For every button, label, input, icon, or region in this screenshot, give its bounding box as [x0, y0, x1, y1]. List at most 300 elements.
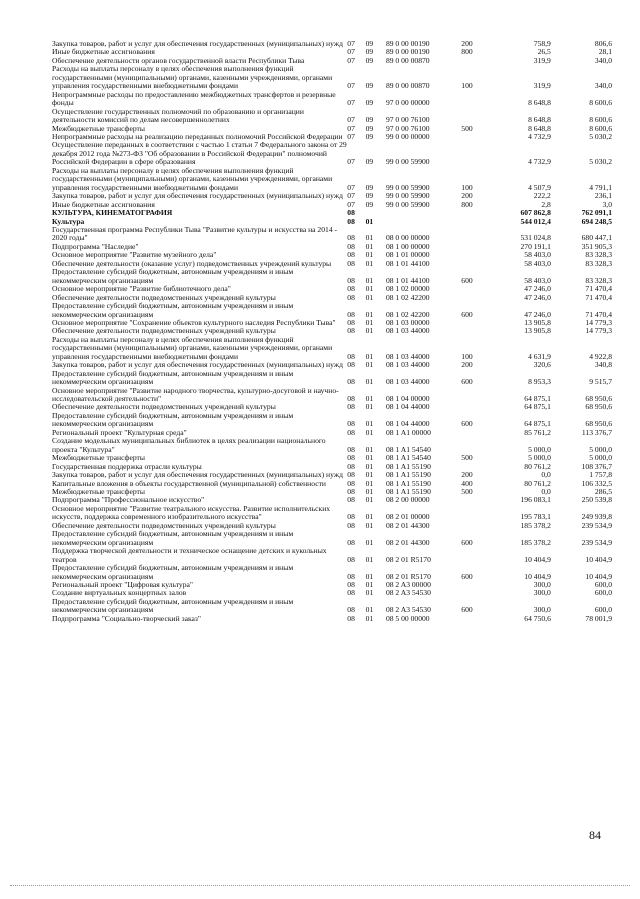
row-expense-type	[461, 615, 490, 623]
row-expense-type	[461, 581, 490, 589]
row-name: Непрограммные расходы по предоставлению межбюджетных трансфертов и резервные фонды	[52, 89, 336, 108]
row-amount-year-2: 14 779,3	[585, 317, 612, 327]
row-target-article: 99 0 00 59900	[385, 182, 430, 192]
row-amount-year-2: 340,0	[594, 55, 612, 65]
row-expense-type	[461, 209, 490, 217]
row-name: Закупка товаров, работ и услуг для обеспечения государственных (муниципальных) нужд	[52, 360, 343, 370]
row-name: Предоставление субсидий бюджетным, автономным учреждениям и иным некоммерческим организациям	[52, 368, 294, 387]
row-name: Подпрограмма "Социально-творческий заказ"	[52, 613, 201, 623]
row-expense-type: 200	[461, 470, 473, 480]
row-target-article: 08 1 02 00000	[385, 284, 430, 294]
row-name: Межбюджетные трансферты	[52, 123, 145, 133]
row-section: 08	[347, 453, 355, 463]
row-amount-year-2: 68 950,6	[585, 419, 612, 429]
row-section: 07	[347, 131, 355, 141]
row-target-article: 08 5 00 00000	[385, 613, 430, 623]
row-amount-year-2: 4 791,1	[589, 182, 612, 192]
row-section: 08	[347, 588, 355, 598]
row-target-article: 08 2 A3 00000	[385, 580, 431, 589]
row-target-article: 08 1 03 44000	[385, 360, 430, 370]
row-expense-type: 200	[461, 191, 473, 201]
row-expense-type: 500	[461, 487, 473, 497]
row-expense-type	[461, 496, 490, 504]
row-amount-year-1: 47 246,0	[524, 284, 551, 294]
row-amount-year-1: 320,6	[533, 360, 551, 370]
row-amount-year-1: 0,0	[541, 487, 551, 497]
row-amount-year-1: 185 378,2	[520, 520, 551, 530]
row-section: 08	[347, 427, 355, 437]
row-name: Поддержка творческой деятельности и техническое оснащение детских и кукольных театров	[52, 546, 327, 564]
row-target-article: 89 0 00 00870	[385, 81, 430, 91]
row-amount-year-2: 83 328,3	[585, 258, 612, 268]
row-name: Подпрограмма "Профессиональное искусство"	[52, 495, 205, 505]
row-amount-year-2: 68 950,6	[585, 394, 612, 404]
row-name: Межбюджетные трансферты	[52, 487, 145, 497]
row-amount-year-1: 85 761,2	[524, 427, 551, 437]
row-section: 07	[347, 81, 355, 91]
row-expense-type	[461, 327, 490, 335]
row-expense-type	[461, 108, 490, 125]
row-subsection: 01	[365, 444, 374, 454]
row-subsection: 01	[365, 377, 374, 387]
row-name: Создание виртуальных концертных залов	[52, 588, 187, 598]
row-amount-year-1: 300,0	[533, 588, 551, 598]
row-amount-year-1: 47 246,0	[524, 292, 551, 302]
row-expense-type: 200	[461, 360, 473, 370]
row-section: 08	[347, 394, 355, 404]
row-expense-type	[461, 260, 490, 268]
row-section: 08	[347, 250, 355, 260]
row-subsection: 01	[365, 495, 374, 505]
row-name: Капитальные вложения в объекты государственной (муниципальной) собственности	[52, 478, 326, 488]
row-name: Основное мероприятие "Сохранение объектов культурного наследия Республики Тыва"	[52, 317, 336, 327]
row-subsection: 09	[365, 47, 374, 57]
row-target-article: 08 1 03 00000	[385, 317, 430, 327]
row-section: 08	[347, 470, 355, 480]
row-amount-year-1: 4 631,9	[528, 351, 551, 361]
row-subsection: 09	[365, 182, 374, 192]
row-target-article: 08 2 01 R5170	[385, 571, 431, 581]
row-subsection: 01	[365, 427, 374, 437]
row-target-article: 08 1 A1 54540	[385, 444, 431, 454]
table-row	[52, 615, 612, 623]
row-section: 08	[347, 580, 355, 589]
row-amount-year-1: 8 648,8	[528, 115, 551, 125]
row-target-article: 08 1 04 44000	[385, 402, 430, 412]
row-name: Обеспечение деятельности подведомственных учреждений культуры	[52, 326, 276, 336]
row-amount-year-2: 286,5	[594, 487, 612, 497]
row-expense-type: 600	[461, 377, 473, 387]
row-target-article: 08 2 01 44300	[385, 537, 430, 547]
row-name: Предоставление субсидий бюджетным, автономным учреждениям и иным некоммерческим организациям	[52, 563, 294, 581]
row-amount-year-2: 9 515,7	[589, 377, 612, 387]
table-row	[52, 108, 612, 125]
row-amount-year-1: 607 862,8	[520, 208, 551, 218]
row-amount-year-1: 5 000,0	[528, 444, 551, 454]
table-row	[52, 65, 612, 90]
row-name: Обеспечение деятельности подведомственных учреждений культуры	[52, 292, 276, 302]
row-amount-year-1: 544 012,4	[520, 216, 551, 226]
row-target-article: 99 0 00 59900	[385, 157, 430, 167]
row-section: 08	[347, 512, 355, 522]
row-target-article: 08 1 02 42200	[385, 309, 430, 319]
row-amount-year-2: 10 404,9	[585, 571, 612, 581]
table-row	[52, 336, 612, 361]
row-target-article: 99 0 00 00000	[385, 131, 430, 141]
row-expense-type: 100	[461, 81, 473, 91]
row-amount-year-1: 8 953,3	[528, 377, 551, 387]
row-amount-year-2: 4 922,8	[589, 351, 612, 361]
row-expense-type	[461, 505, 490, 522]
row-target-article: 08 1 04 44000	[385, 419, 430, 429]
row-subsection: 01	[365, 520, 374, 530]
row-expense-type: 600	[461, 571, 473, 581]
row-section: 08	[347, 444, 355, 454]
row-subsection: 01	[365, 588, 374, 598]
row-amount-year-1: 58 403,0	[524, 275, 551, 285]
row-amount-year-2: 10 404,9	[585, 554, 612, 564]
row-target-article: 08 1 A1 55190	[385, 461, 431, 471]
row-amount-year-1: 300,0	[533, 580, 551, 589]
row-target-article: 08 1 04 00000	[385, 394, 430, 404]
row-subsection: 01	[365, 233, 374, 243]
row-subsection: 01	[365, 461, 374, 471]
table-row	[52, 141, 612, 166]
row-section: 08	[347, 571, 355, 581]
row-expense-type: 500	[461, 453, 473, 463]
row-expense-type	[461, 243, 490, 251]
row-name: Закупка товаров, работ и услуг для обеспечения государственных (муниципальных) нужд	[52, 39, 343, 48]
row-name: Предоставление субсидий бюджетным, автономным учреждениям и иным некоммерческим организациям	[52, 529, 294, 547]
row-name: Государственная программа Республики Тыва "Развитие культуры и искусства на 2014 - 2020 годы"	[52, 224, 338, 243]
row-amount-year-2: 250 539,8	[581, 495, 612, 505]
row-amount-year-1: 4 732,9	[528, 131, 551, 141]
row-amount-year-1: 64 875,1	[524, 402, 551, 412]
row-section: 07	[347, 47, 355, 57]
table-row	[52, 412, 612, 429]
row-amount-year-1: 10 404,9	[524, 571, 551, 581]
row-section: 08	[347, 461, 355, 471]
row-subsection: 01	[365, 241, 374, 251]
row-amount-year-1: 222,2	[533, 191, 551, 201]
row-amount-year-2: 351 905,3	[581, 241, 612, 251]
row-target-article: 08 1 A1 00000	[385, 427, 431, 437]
row-subsection: 01	[365, 580, 374, 589]
row-amount-year-1: 185 378,2	[520, 537, 551, 547]
row-expense-type: 600	[461, 419, 473, 429]
row-amount-year-2: 5 030,2	[589, 131, 612, 141]
row-name: Культура	[52, 216, 85, 226]
row-subsection: 01	[365, 402, 374, 412]
row-subsection: 01	[365, 292, 374, 302]
row-amount-year-2: 5 000,0	[589, 444, 612, 454]
table-row	[52, 226, 612, 243]
row-amount-year-1: 80 761,2	[524, 478, 551, 488]
row-name: Предоставление субсидий бюджетным, автономным учреждениям и иным некоммерческим организациям	[52, 267, 294, 285]
row-target-article: 89 0 00 00190	[385, 47, 430, 57]
row-expense-type: 100	[461, 182, 473, 192]
row-expense-type	[461, 547, 490, 564]
row-name: Создание модельных муниципальных библиотек в целях реализации национального проекта "Культура"	[52, 436, 326, 454]
row-expense-type	[461, 437, 490, 454]
row-amount-year-2: 694 248,5	[581, 216, 612, 226]
row-section: 08	[347, 520, 355, 530]
row-subsection: 01	[365, 250, 374, 260]
row-section: 07	[347, 157, 355, 167]
row-name: Предоставление субсидий бюджетным, автономным учреждениям и иным некоммерческим организациям	[52, 301, 294, 319]
row-amount-year-1: 10 404,9	[524, 554, 551, 564]
row-section: 07	[347, 55, 355, 65]
row-amount-year-2: 113 376,7	[581, 427, 612, 437]
row-expense-type	[461, 589, 490, 597]
row-section: 08	[347, 309, 355, 319]
row-target-article	[386, 218, 461, 226]
row-name: КУЛЬТУРА, КИНЕМАТОГРАФИЯ	[52, 208, 173, 218]
row-name: Основное мероприятие "Развитие библиотечного дела"	[52, 284, 231, 294]
row-expense-type	[461, 387, 490, 404]
row-amount-year-1: 13 905,8	[524, 317, 551, 327]
row-target-article: 99 0 00 59900	[385, 199, 430, 209]
row-section: 08	[347, 537, 355, 547]
row-section: 08	[347, 351, 355, 361]
row-amount-year-1: 26,5	[537, 47, 551, 57]
row-name: Осуществление государственных полномочий по образованию и организации деятельности комиссий по делам несовершеннолетних	[52, 106, 304, 125]
row-name: Предоставление субсидий бюджетным, автономным учреждениям и иным некоммерческим организациям	[52, 410, 294, 429]
row-subsection: 01	[365, 284, 374, 294]
row-expense-type	[461, 91, 490, 108]
table-row	[52, 167, 612, 192]
row-section: 08	[347, 487, 355, 497]
row-section: 08	[347, 258, 355, 268]
row-amount-year-1: 80 761,2	[524, 461, 551, 471]
row-section: 08	[347, 613, 355, 623]
row-target-article: 08 1 03 44000	[385, 377, 430, 387]
row-expense-type: 600	[461, 309, 473, 319]
row-expense-type: 100	[461, 351, 473, 361]
row-name: Региональный проект "Цифровая культура"	[52, 580, 193, 589]
row-subsection: 09	[365, 157, 374, 167]
table-row	[52, 302, 612, 319]
row-amount-year-1: 8 648,8	[528, 98, 551, 108]
table-row	[52, 505, 612, 522]
row-name: Предоставление субсидий бюджетным, автономным учреждениям и иным некоммерческим организациям	[52, 596, 294, 615]
row-name: Расходы на выплаты персоналу в целях обеспечения выполнения функций государственными (муниципальными) органами, казенными учреждениями, органами управления государственными внебюджетными фондами	[52, 334, 333, 361]
row-amount-year-2: 600,0	[594, 605, 612, 615]
row-section: 08	[347, 292, 355, 302]
row-subsection: 01	[365, 351, 374, 361]
row-subsection: 01	[365, 512, 374, 522]
row-amount-year-1: 5 000,0	[528, 453, 551, 463]
row-subsection: 09	[365, 39, 374, 48]
row-amount-year-2: 83 328,3	[585, 250, 612, 260]
row-amount-year-2: 8 600,6	[589, 123, 612, 133]
row-amount-year-2: 8 600,6	[589, 98, 612, 108]
row-subsection: 09	[365, 199, 374, 209]
row-target-article: 08 0 00 00000	[385, 233, 430, 243]
row-expense-type	[461, 226, 490, 243]
row-amount-year-1: 58 403,0	[524, 250, 551, 260]
row-amount-year-1: 64 750,6	[524, 613, 551, 623]
row-target-article: 99 0 00 59900	[385, 191, 430, 201]
row-amount-year-1: 8 648,8	[528, 123, 551, 133]
row-expense-type	[461, 141, 490, 166]
row-name: Иные бюджетные ассигнования	[52, 47, 155, 57]
row-target-article: 08 2 00 00000	[385, 495, 430, 505]
row-amount-year-1: 270 191,1	[520, 241, 551, 251]
row-name: Непрограммные расходы на реализацию переданных полномочий Российской Федерации	[52, 131, 343, 141]
row-subsection: 09	[365, 81, 374, 91]
row-subsection: 01	[365, 605, 374, 615]
row-section: 08	[347, 241, 355, 251]
row-name: Государственная поддержка отрасли культуры	[52, 461, 202, 471]
row-amount-year-2: 71 470,4	[585, 284, 612, 294]
row-expense-type: 600	[461, 537, 473, 547]
row-subsection: 09	[365, 131, 374, 141]
row-amount-year-2: 71 470,4	[585, 292, 612, 302]
row-target-article: 08 1 03 44000	[385, 351, 430, 361]
row-subsection: 01	[365, 537, 374, 547]
row-name: Осуществление переданных в соответствии с частью 1 статьи 7 Федерального закона от 29 декабря 2012 года №273-ФЗ "Об образовании в Российской Федерации" полномочий Российской Федерации в сфере образования	[52, 140, 347, 167]
row-section: 07	[347, 199, 355, 209]
row-target-article: 08 1 A1 55190	[385, 487, 431, 497]
row-section: 08	[347, 419, 355, 429]
row-subsection: 09	[365, 191, 374, 201]
row-amount-year-1: 758,9	[533, 39, 551, 48]
row-amount-year-1: 2,8	[541, 199, 551, 209]
row-subsection: 01	[365, 326, 374, 336]
row-amount-year-2: 762 091,1	[581, 208, 612, 218]
row-amount-year-2: 239 534,9	[581, 520, 612, 530]
row-name: Расходы на выплаты персоналу в целях обеспечения выполнения функций государственными (муниципальными) органами, казенными учреждениями, органами управления государственными внебюджетными фондами	[52, 64, 333, 91]
row-subsection: 01	[365, 478, 374, 488]
row-amount-year-1: 4 507,9	[528, 182, 551, 192]
row-target-article	[386, 209, 461, 217]
row-name: Закупка товаров, работ и услуг для обеспечения государственных (муниципальных) нужд	[52, 191, 343, 201]
row-section: 07	[347, 191, 355, 201]
row-name: Закупка товаров, работ и услуг для обеспечения государственных (муниципальных) нужд	[52, 470, 343, 480]
row-name: Обеспечение деятельности органов государственной власти Республики Тыва	[52, 55, 305, 65]
row-name: Расходы на выплаты персоналу в целях обеспечения выполнения функций государственными (муниципальными) органами, казенными учреждениями, органами управления государственными внебюджетными фондами	[52, 165, 333, 192]
row-target-article: 08 1 A1 54540	[385, 453, 431, 463]
row-section: 07	[347, 39, 355, 48]
table-row	[52, 387, 612, 404]
row-section: 08	[347, 495, 355, 505]
row-section: 08	[347, 478, 355, 488]
row-amount-year-2: 3,0	[602, 199, 612, 209]
row-target-article: 08 1 01 00000	[385, 250, 430, 260]
row-target-article: 08 2 A3 54530	[385, 605, 431, 615]
row-amount-year-1: 13 905,8	[524, 326, 551, 336]
budget-table	[52, 40, 612, 623]
row-expense-type: 200	[461, 39, 473, 48]
row-amount-year-2: 78 001,9	[585, 613, 612, 623]
row-amount-year-1: 64 875,1	[524, 419, 551, 429]
row-name: Региональный проект "Культурная среда"	[52, 427, 187, 437]
row-subsection: 01	[365, 470, 374, 480]
row-name: Основное мероприятие "Развитие музейного дела"	[52, 250, 217, 260]
row-section: 08	[347, 360, 355, 370]
row-expense-type: 800	[461, 47, 473, 57]
row-target-article: 08 1 03 44000	[385, 326, 430, 336]
row-subsection: 01	[365, 554, 374, 564]
row-amount-year-1: 64 875,1	[524, 394, 551, 404]
row-subsection: 01	[365, 487, 374, 497]
row-amount-year-2: 5 000,0	[589, 453, 612, 463]
row-expense-type	[461, 403, 490, 411]
table-row	[52, 437, 612, 454]
row-section: 07	[347, 98, 355, 108]
row-amount-year-1: 300,0	[533, 605, 551, 615]
row-expense-type	[461, 133, 490, 141]
row-amount-year-2: 600,0	[594, 588, 612, 598]
row-target-article: 08 2 01 44300	[385, 520, 430, 530]
row-expense-type: 600	[461, 605, 473, 615]
row-amount-year-2: 68 950,6	[585, 402, 612, 412]
table-row	[52, 564, 612, 581]
row-amount-year-1: 319,9	[533, 81, 551, 91]
row-target-article: 08 1 01 44100	[385, 258, 430, 268]
row-name: Межбюджетные трансферты	[52, 453, 145, 463]
row-amount-year-1: 4 732,9	[528, 157, 551, 167]
row-subsection: 01	[365, 317, 374, 327]
row-amount-year-1: 195 783,1	[520, 512, 551, 522]
row-section: 08	[347, 208, 355, 218]
row-subsection: 01	[365, 419, 374, 429]
row-section: 08	[347, 317, 355, 327]
row-section: 08	[347, 284, 355, 294]
row-target-article: 08 1 02 42200	[385, 292, 430, 302]
row-subsection: 01	[365, 216, 374, 226]
row-name: Иные бюджетные ассигнования	[52, 199, 155, 209]
row-name: Обеспечение деятельности подведомственных учреждений культуры	[52, 402, 276, 412]
row-amount-year-2: 340,0	[594, 81, 612, 91]
row-target-article: 08 2 01 00000	[385, 512, 430, 522]
row-target-article: 97 0 00 00000	[385, 98, 430, 108]
budget-table-body	[52, 40, 612, 623]
row-expense-type: 600	[461, 275, 473, 285]
row-section: 08	[347, 605, 355, 615]
row-subsection: 09	[365, 55, 374, 65]
row-expense-type	[461, 522, 490, 530]
table-row	[52, 370, 612, 387]
row-amount-year-2: 28,1	[598, 47, 612, 57]
row-expense-type: 400	[461, 478, 473, 488]
row-amount-year-2: 239 534,9	[581, 537, 612, 547]
row-section: 08	[347, 326, 355, 336]
row-section: 08	[347, 402, 355, 412]
row-expense-type: 800	[461, 199, 473, 209]
row-target-article: 89 0 00 00190	[385, 39, 430, 48]
row-target-article: 97 0 00 76100	[385, 123, 430, 133]
scan-edge-line	[10, 885, 630, 886]
row-target-article: 08 1 A1 55190	[385, 470, 431, 480]
row-target-article: 08 2 A3 54530	[385, 588, 431, 598]
row-amount-year-1: 196 083,1	[520, 495, 551, 505]
row-amount-year-1: 47 246,0	[524, 309, 551, 319]
row-amount-year-1: 531 024,8	[520, 233, 551, 243]
row-section: 08	[347, 216, 355, 226]
row-amount-year-1: 319,9	[533, 55, 551, 65]
row-amount-year-2: 340,8	[594, 360, 612, 370]
row-target-article: 97 0 00 76100	[385, 115, 430, 125]
row-amount-year-2: 8 600,6	[589, 115, 612, 125]
table-row	[52, 91, 612, 108]
row-section: 07	[347, 115, 355, 125]
row-name: Подпрограмма "Наследие"	[52, 241, 139, 251]
page-number: 84	[589, 828, 601, 842]
row-subsection: 01	[365, 571, 374, 581]
table-row	[52, 547, 612, 564]
